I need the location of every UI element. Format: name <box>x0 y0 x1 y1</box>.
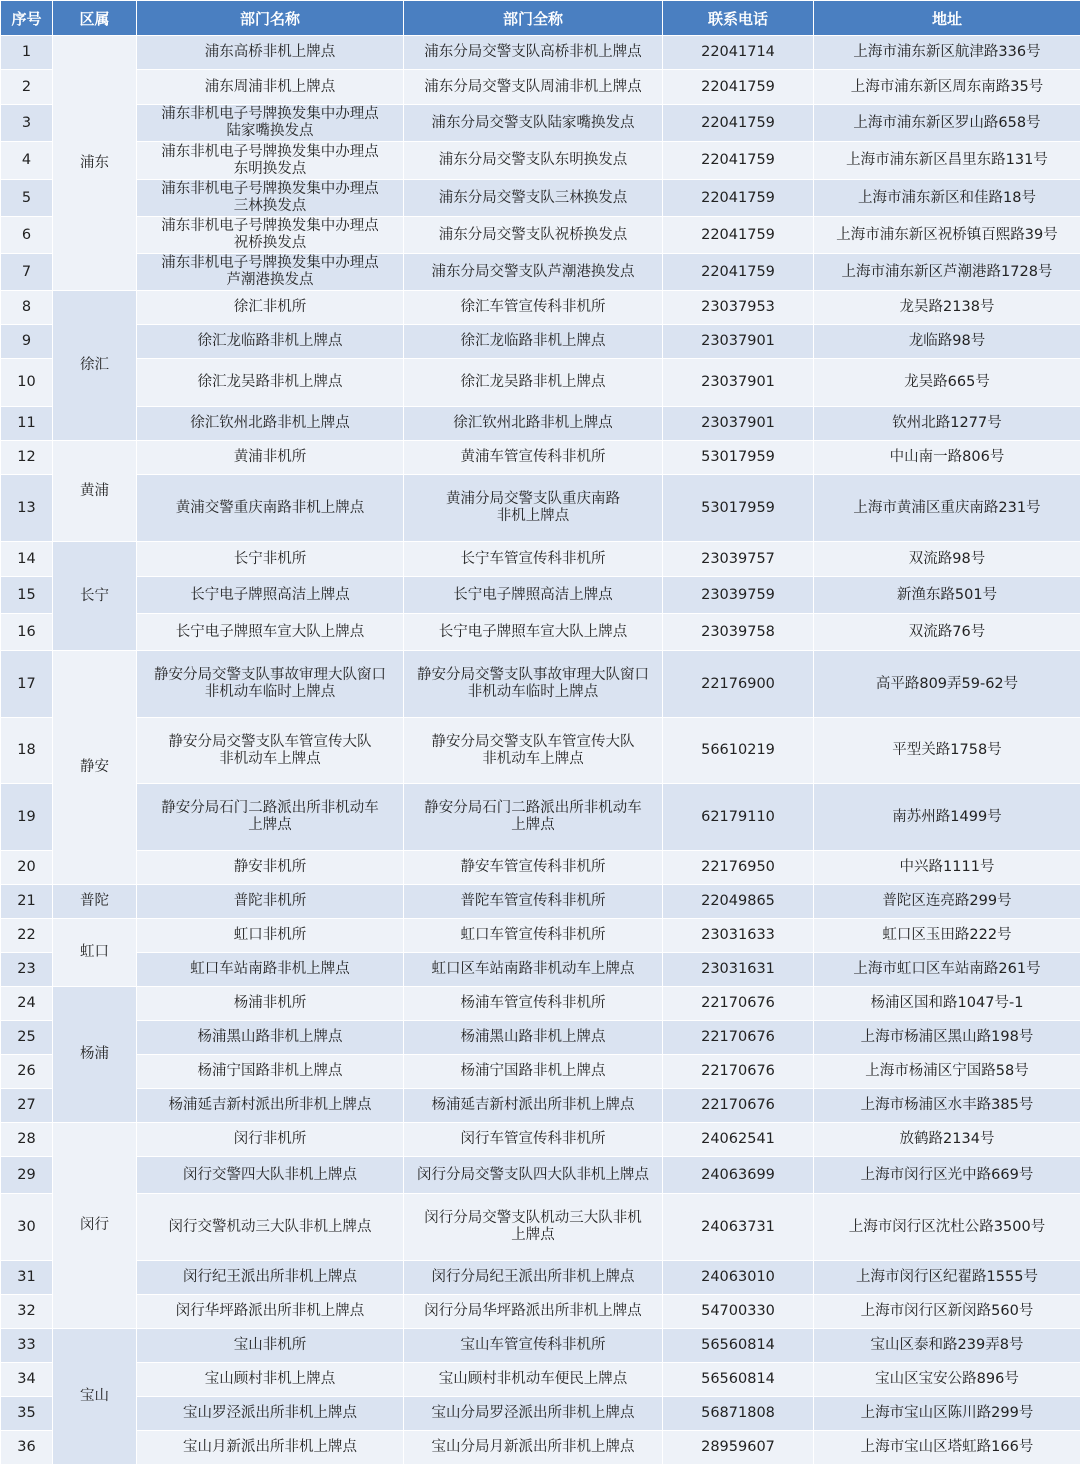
phone-cell: 24063010 <box>663 1261 814 1295</box>
row-number: 16 <box>1 614 53 651</box>
row-number: 19 <box>1 784 53 851</box>
phone-cell: 28959607 <box>663 1431 814 1465</box>
address-cell: 上海市黄浦区重庆南路231号 <box>814 475 1080 542</box>
table-row <box>1 614 1080 651</box>
phone-cell: 24063699 <box>663 1157 814 1194</box>
row-number: 3 <box>1 105 53 142</box>
dept-full-name-cell: 闵行车管宣传科非机所 <box>404 1123 663 1157</box>
dept-full-name-cell: 长宁电子牌照高洁上牌点 <box>404 577 663 614</box>
row-number: 26 <box>1 1055 53 1089</box>
row-number: 21 <box>1 885 53 919</box>
address-cell: 中山南一路806号 <box>814 441 1080 475</box>
phone-cell: 22041714 <box>663 36 814 70</box>
dept-full-name-cell: 浦东分局交警支队高桥非机上牌点 <box>404 36 663 70</box>
dept-full-name-cell: 杨浦宁国路非机上牌点 <box>404 1055 663 1089</box>
row-number: 7 <box>1 254 53 291</box>
dept-name-cell: 虹口车站南路非机上牌点 <box>137 953 404 987</box>
dept-full-name-cell: 闵行分局华坪路派出所非机上牌点 <box>404 1295 663 1329</box>
table-row <box>1 325 1080 359</box>
phone-cell: 22041759 <box>663 105 814 142</box>
dept-full-name-cell: 黄浦分局交警支队重庆南路 非机上牌点 <box>404 475 663 542</box>
row-number: 17 <box>1 651 53 718</box>
dept-full-name-cell: 浦东分局交警支队芦潮港换发点 <box>404 254 663 291</box>
phone-cell: 56871808 <box>663 1397 814 1431</box>
dept-name-cell: 闵行交警四大队非机上牌点 <box>137 1157 404 1194</box>
address-cell: 上海市闵行区纪翟路1555号 <box>814 1261 1080 1295</box>
table-row <box>1 987 1080 1021</box>
header-row <box>1 1 1080 36</box>
row-number: 8 <box>1 291 53 325</box>
row-number: 33 <box>1 1329 53 1363</box>
table-row <box>1 577 1080 614</box>
phone-cell: 23037953 <box>663 291 814 325</box>
row-number: 4 <box>1 142 53 180</box>
phone-cell: 23039759 <box>663 577 814 614</box>
table-row <box>1 1021 1080 1055</box>
row-number: 35 <box>1 1397 53 1431</box>
address-cell: 普陀区连亮路299号 <box>814 885 1080 919</box>
district-cell: 浦东 <box>53 36 137 291</box>
phone-cell: 23039757 <box>663 542 814 577</box>
dept-full-name-cell: 普陀车管宣传科非机所 <box>404 885 663 919</box>
phone-cell: 22176900 <box>663 651 814 718</box>
phone-cell: 22041759 <box>663 217 814 254</box>
dept-name-cell: 闵行华坪路派出所非机上牌点 <box>137 1295 404 1329</box>
row-number: 11 <box>1 407 53 441</box>
address-cell: 南苏州路1499号 <box>814 784 1080 851</box>
address-cell: 中兴路1111号 <box>814 851 1080 885</box>
address-cell: 龙吴路665号 <box>814 359 1080 407</box>
dept-name-cell: 徐汇非机所 <box>137 291 404 325</box>
address-cell: 上海市杨浦区宁国路58号 <box>814 1055 1080 1089</box>
address-cell: 钦州北路1277号 <box>814 407 1080 441</box>
address-cell: 双流路76号 <box>814 614 1080 651</box>
dept-full-name-cell: 静安车管宣传科非机所 <box>404 851 663 885</box>
address-cell: 龙临路98号 <box>814 325 1080 359</box>
dept-full-name-cell: 徐汇车管宣传科非机所 <box>404 291 663 325</box>
table-row <box>1 70 1080 105</box>
district-cell: 普陀 <box>53 885 137 919</box>
dept-full-name-cell: 杨浦黑山路非机上牌点 <box>404 1021 663 1055</box>
row-number: 34 <box>1 1363 53 1397</box>
table-row <box>1 1089 1080 1123</box>
address-cell: 上海市闵行区沈杜公路3500号 <box>814 1194 1080 1261</box>
table-row <box>1 718 1080 784</box>
table-row <box>1 1261 1080 1295</box>
dept-name-cell: 闵行交警机动三大队非机上牌点 <box>137 1194 404 1261</box>
table-row <box>1 142 1080 180</box>
dept-full-name-cell: 宝山分局罗泾派出所非机上牌点 <box>404 1397 663 1431</box>
dept-full-name-cell: 宝山顾村非机动车便民上牌点 <box>404 1363 663 1397</box>
phone-cell: 22170676 <box>663 1055 814 1089</box>
phone-cell: 56610219 <box>663 718 814 784</box>
dept-name-cell: 浦东非机电子号牌换发集中办理点 祝桥换发点 <box>137 217 404 254</box>
address-cell: 宝山区宝安公路896号 <box>814 1363 1080 1397</box>
phone-cell: 22170676 <box>663 1021 814 1055</box>
table-row <box>1 1363 1080 1397</box>
row-number: 30 <box>1 1194 53 1261</box>
district-cell: 黄浦 <box>53 441 137 542</box>
address-cell: 上海市浦东新区昌里东路131号 <box>814 142 1080 180</box>
table-row <box>1 651 1080 718</box>
table-row <box>1 851 1080 885</box>
table-row <box>1 1431 1080 1465</box>
district-cell: 宝山 <box>53 1329 137 1465</box>
address-cell: 上海市杨浦区黑山路198号 <box>814 1021 1080 1055</box>
table-row <box>1 1055 1080 1089</box>
address-cell: 杨浦区国和路1047号-1 <box>814 987 1080 1021</box>
dept-name-cell: 黄浦非机所 <box>137 441 404 475</box>
phone-cell: 23037901 <box>663 325 814 359</box>
table-row <box>1 1397 1080 1431</box>
table-row <box>1 784 1080 851</box>
phone-cell: 24062541 <box>663 1123 814 1157</box>
dept-full-name-cell: 静安分局交警支队事故审理大队窗口 非机动车临时上牌点 <box>404 651 663 718</box>
row-number: 10 <box>1 359 53 407</box>
address-cell: 上海市浦东新区祝桥镇百熙路39号 <box>814 217 1080 254</box>
row-number: 13 <box>1 475 53 542</box>
address-cell: 虹口区玉田路222号 <box>814 919 1080 953</box>
dept-full-name-cell: 虹口区车站南路非机动车上牌点 <box>404 953 663 987</box>
dept-name-cell: 闵行非机所 <box>137 1123 404 1157</box>
dept-name-cell: 宝山非机所 <box>137 1329 404 1363</box>
row-number: 23 <box>1 953 53 987</box>
district-cell: 长宁 <box>53 542 137 651</box>
table-row <box>1 1157 1080 1194</box>
row-number: 22 <box>1 919 53 953</box>
row-number: 9 <box>1 325 53 359</box>
address-cell: 上海市虹口区车站南路261号 <box>814 953 1080 987</box>
address-cell: 上海市浦东新区航津路336号 <box>814 36 1080 70</box>
header-address: 地址 <box>814 1 1080 36</box>
dept-full-name-cell: 浦东分局交警支队祝桥换发点 <box>404 217 663 254</box>
dept-full-name-cell: 静安分局交警支队车管宣传大队 非机动车上牌点 <box>404 718 663 784</box>
dept-name-cell: 长宁电子牌照车宣大队上牌点 <box>137 614 404 651</box>
dept-name-cell: 杨浦宁国路非机上牌点 <box>137 1055 404 1089</box>
row-number: 2 <box>1 70 53 105</box>
row-number: 5 <box>1 180 53 217</box>
dept-full-name-cell: 杨浦车管宣传科非机所 <box>404 987 663 1021</box>
address-cell: 上海市浦东新区周东南路35号 <box>814 70 1080 105</box>
dept-full-name-cell: 徐汇龙吴路非机上牌点 <box>404 359 663 407</box>
table-row <box>1 475 1080 542</box>
phone-cell: 23031633 <box>663 919 814 953</box>
row-number: 15 <box>1 577 53 614</box>
dept-name-cell: 静安非机所 <box>137 851 404 885</box>
address-cell: 上海市浦东新区芦潮港路1728号 <box>814 254 1080 291</box>
table-row <box>1 291 1080 325</box>
table-row <box>1 407 1080 441</box>
row-number: 29 <box>1 1157 53 1194</box>
dept-full-name-cell: 宝山分局月新派出所非机上牌点 <box>404 1431 663 1465</box>
dept-name-cell: 徐汇龙吴路非机上牌点 <box>137 359 404 407</box>
address-cell: 宝山区泰和路239弄8号 <box>814 1329 1080 1363</box>
dept-name-cell: 静安分局石门二路派出所非机动车 上牌点 <box>137 784 404 851</box>
district-cell: 闵行 <box>53 1123 137 1329</box>
address-cell: 上海市浦东新区罗山路658号 <box>814 105 1080 142</box>
row-number: 31 <box>1 1261 53 1295</box>
row-number: 20 <box>1 851 53 885</box>
dept-full-name-cell: 长宁电子牌照车宣大队上牌点 <box>404 614 663 651</box>
dept-name-cell: 杨浦非机所 <box>137 987 404 1021</box>
header-no: 序号 <box>1 1 53 36</box>
phone-cell: 22170676 <box>663 1089 814 1123</box>
address-cell: 平型关路1758号 <box>814 718 1080 784</box>
phone-cell: 53017959 <box>663 441 814 475</box>
table-body <box>1 36 1080 1465</box>
dept-name-cell: 长宁非机所 <box>137 542 404 577</box>
address-cell: 双流路98号 <box>814 542 1080 577</box>
dept-name-cell: 浦东非机电子号牌换发集中办理点 三林换发点 <box>137 180 404 217</box>
dept-full-name-cell: 闵行分局交警支队机动三大队非机 上牌点 <box>404 1194 663 1261</box>
dept-full-name-cell: 虹口车管宣传科非机所 <box>404 919 663 953</box>
dept-name-cell: 浦东周浦非机上牌点 <box>137 70 404 105</box>
dept-name-cell: 普陀非机所 <box>137 885 404 919</box>
phone-cell: 22049865 <box>663 885 814 919</box>
dept-name-cell: 宝山罗泾派出所非机上牌点 <box>137 1397 404 1431</box>
header-dept-name: 部门名称 <box>137 1 404 36</box>
phone-cell: 62179110 <box>663 784 814 851</box>
dept-name-cell: 杨浦黑山路非机上牌点 <box>137 1021 404 1055</box>
table-row <box>1 885 1080 919</box>
district-cell: 杨浦 <box>53 987 137 1123</box>
address-cell: 上海市杨浦区水丰路385号 <box>814 1089 1080 1123</box>
dept-name-cell: 静安分局交警支队车管宣传大队 非机动车上牌点 <box>137 718 404 784</box>
dept-full-name-cell: 徐汇龙临路非机上牌点 <box>404 325 663 359</box>
table-row <box>1 105 1080 142</box>
row-number: 27 <box>1 1089 53 1123</box>
dept-name-cell: 徐汇龙临路非机上牌点 <box>137 325 404 359</box>
table-row <box>1 1329 1080 1363</box>
dept-name-cell: 浦东非机电子号牌换发集中办理点 东明换发点 <box>137 142 404 180</box>
address-cell: 上海市宝山区陈川路299号 <box>814 1397 1080 1431</box>
table-row <box>1 217 1080 254</box>
district-cell: 静安 <box>53 651 137 885</box>
dept-full-name-cell: 黄浦车管宣传科非机所 <box>404 441 663 475</box>
phone-cell: 23031631 <box>663 953 814 987</box>
dept-name-cell: 黄浦交警重庆南路非机上牌点 <box>137 475 404 542</box>
phone-cell: 23037901 <box>663 407 814 441</box>
dept-full-name-cell: 浦东分局交警支队东明换发点 <box>404 142 663 180</box>
address-cell: 高平路809弄59-62号 <box>814 651 1080 718</box>
phone-cell: 22170676 <box>663 987 814 1021</box>
table-row <box>1 953 1080 987</box>
address-cell: 放鹤路2134号 <box>814 1123 1080 1157</box>
phone-cell: 56560814 <box>663 1363 814 1397</box>
phone-cell: 23039758 <box>663 614 814 651</box>
row-number: 36 <box>1 1431 53 1465</box>
table-row <box>1 919 1080 953</box>
phone-cell: 22041759 <box>663 254 814 291</box>
dept-full-name-cell: 长宁车管宣传科非机所 <box>404 542 663 577</box>
phone-cell: 22041759 <box>663 70 814 105</box>
phone-cell: 22041759 <box>663 142 814 180</box>
row-number: 24 <box>1 987 53 1021</box>
dept-name-cell: 杨浦延吉新村派出所非机上牌点 <box>137 1089 404 1123</box>
dept-full-name-cell: 浦东分局交警支队陆家嘴换发点 <box>404 105 663 142</box>
table-row <box>1 1295 1080 1329</box>
row-number: 14 <box>1 542 53 577</box>
row-number: 18 <box>1 718 53 784</box>
dept-name-cell: 闵行纪王派出所非机上牌点 <box>137 1261 404 1295</box>
dept-name-cell: 浦东非机电子号牌换发集中办理点 陆家嘴换发点 <box>137 105 404 142</box>
phone-cell: 56560814 <box>663 1329 814 1363</box>
table-row <box>1 542 1080 577</box>
header-phone: 联系电话 <box>663 1 814 36</box>
phone-cell: 23037901 <box>663 359 814 407</box>
dept-full-name-cell: 闵行分局纪王派出所非机上牌点 <box>404 1261 663 1295</box>
table-row <box>1 36 1080 70</box>
dept-full-name-cell: 徐汇钦州北路非机上牌点 <box>404 407 663 441</box>
table-row <box>1 359 1080 407</box>
dept-full-name-cell: 闵行分局交警支队四大队非机上牌点 <box>404 1157 663 1194</box>
phone-cell: 24063731 <box>663 1194 814 1261</box>
table-row <box>1 1194 1080 1261</box>
row-number: 25 <box>1 1021 53 1055</box>
phone-cell: 22041759 <box>663 180 814 217</box>
dept-full-name-cell: 杨浦延吉新村派出所非机上牌点 <box>404 1089 663 1123</box>
dept-full-name-cell: 浦东分局交警支队周浦非机上牌点 <box>404 70 663 105</box>
dept-full-name-cell: 静安分局石门二路派出所非机动车 上牌点 <box>404 784 663 851</box>
dept-full-name-cell: 宝山车管宣传科非机所 <box>404 1329 663 1363</box>
row-number: 1 <box>1 36 53 70</box>
address-cell: 上海市闵行区光中路669号 <box>814 1157 1080 1194</box>
dept-name-cell: 浦东高桥非机上牌点 <box>137 36 404 70</box>
row-number: 12 <box>1 441 53 475</box>
district-cell: 虹口 <box>53 919 137 987</box>
dept-full-name-cell: 浦东分局交警支队三林换发点 <box>404 180 663 217</box>
address-cell: 龙吴路2138号 <box>814 291 1080 325</box>
header-district: 区属 <box>53 1 137 36</box>
header-dept-full-name: 部门全称 <box>404 1 663 36</box>
table-row <box>1 1123 1080 1157</box>
table-row <box>1 441 1080 475</box>
dept-name-cell: 宝山月新派出所非机上牌点 <box>137 1431 404 1465</box>
dept-name-cell: 长宁电子牌照高洁上牌点 <box>137 577 404 614</box>
phone-cell: 54700330 <box>663 1295 814 1329</box>
dept-name-cell: 宝山顾村非机上牌点 <box>137 1363 404 1397</box>
row-number: 6 <box>1 217 53 254</box>
dept-name-cell: 徐汇钦州北路非机上牌点 <box>137 407 404 441</box>
phone-cell: 53017959 <box>663 475 814 542</box>
district-cell: 徐汇 <box>53 291 137 441</box>
address-cell: 上海市浦东新区和佳路18号 <box>814 180 1080 217</box>
dept-name-cell: 浦东非机电子号牌换发集中办理点 芦潮港换发点 <box>137 254 404 291</box>
dept-name-cell: 静安分局交警支队事故审理大队窗口 非机动车临时上牌点 <box>137 651 404 718</box>
dept-name-cell: 虹口非机所 <box>137 919 404 953</box>
address-cell: 上海市闵行区新闵路560号 <box>814 1295 1080 1329</box>
phone-cell: 22176950 <box>663 851 814 885</box>
address-cell: 新渔东路501号 <box>814 577 1080 614</box>
table-row <box>1 180 1080 217</box>
address-cell: 上海市宝山区塔虹路166号 <box>814 1431 1080 1465</box>
row-number: 28 <box>1 1123 53 1157</box>
table-row <box>1 254 1080 291</box>
row-number: 32 <box>1 1295 53 1329</box>
